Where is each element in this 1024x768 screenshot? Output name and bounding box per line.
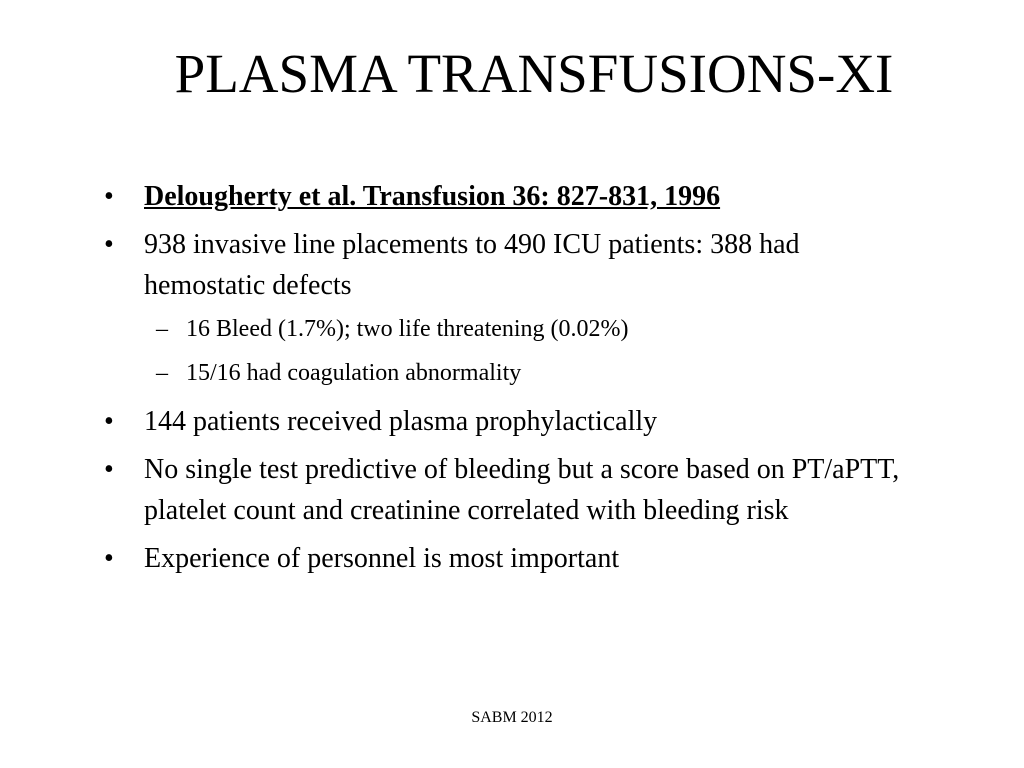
bullet-text: 144 patients received plasma prophylactically (144, 406, 658, 437)
sub-list-wrapper (104, 313, 904, 389)
dash-icon: – (156, 316, 168, 342)
bullet-icon: • (104, 406, 114, 437)
bullet-text: Experience of personnel is most important (144, 543, 620, 574)
bullet-text: No single test predictive of bleeding but a score based on PT/aPTT, platelet count and creatinine correlated with bleeding risk (144, 454, 900, 526)
bullet-item-plasma (104, 401, 904, 442)
slide-title: PLASMA TRANSFUSIONS-XI (174, 43, 894, 104)
sub-bullet-item-coagulation (104, 357, 904, 389)
bullet-item-experience (104, 538, 904, 579)
bullet-icon: • (104, 543, 114, 574)
sub-bullet-text: 15/16 had coagulation abnormality (186, 360, 522, 386)
bullet-item-line-placements (104, 224, 904, 306)
citation-text: Delougherty et al. Transfusion 36: 827-831, 1996 (144, 181, 721, 212)
sub-bullet-item-bleed (104, 313, 904, 345)
bullet-icon: • (104, 229, 114, 260)
bullet-item-citation (104, 176, 904, 217)
slide-footer: SABM 2012 (471, 709, 553, 726)
sub-bullet-list (104, 313, 904, 389)
dash-icon: – (156, 360, 168, 386)
sub-bullet-text: 16 Bleed (1.7%); two life threatening (0.02%) (186, 316, 629, 342)
bullet-icon: • (104, 181, 114, 212)
bullet-item-no-single-test (104, 449, 904, 531)
bullet-text: 938 invasive line placements to 490 ICU patients: 388 had hemostatic defects (144, 229, 800, 301)
bullet-icon: • (104, 454, 114, 485)
bullet-list (104, 176, 904, 586)
